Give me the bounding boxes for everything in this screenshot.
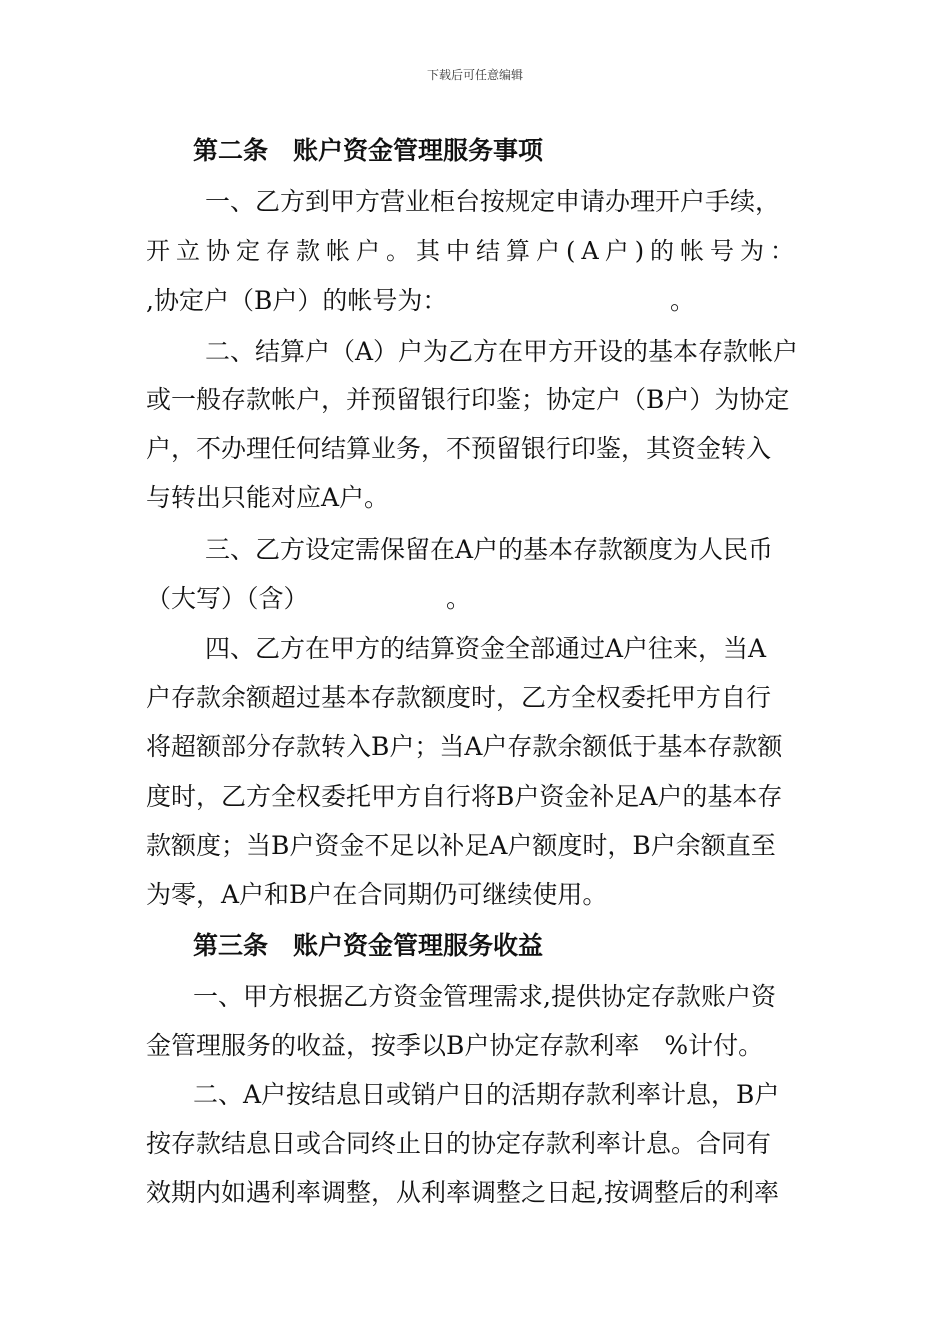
paragraph-line-end: 。 xyxy=(446,584,472,613)
paragraph-line: 按存款结息日或合同终止日的协定存款利率计息。合同有 xyxy=(146,1129,772,1158)
page-header-note: 下载后可任意编辑 xyxy=(426,68,523,82)
paragraph-line: 户，不办理任何结算业务，不预留银行印鉴，其资金转入 xyxy=(146,434,772,463)
paragraph-line: 金管理服务的收益，按季以B户协定存款利率 %计付。 xyxy=(146,1031,764,1060)
paragraph-line-end: 。 xyxy=(670,286,696,315)
paragraph-text: 开立协定存款帐户。其中结算户(A户)的帐号为： xyxy=(146,237,801,265)
paragraph-line: ,协定户（B户）的帐号为： xyxy=(146,286,448,315)
paragraph-line: 效期内如遇利率调整，从利率调整之日起,按调整后的利率 xyxy=(146,1178,779,1207)
paragraph-line: 三、乙方设定需保留在A户的基本存款额度为人民币 xyxy=(205,535,774,564)
paragraph-line: 款额度；当B户资金不足以补足A户额度时，B户余额直至 xyxy=(146,831,776,860)
paragraph-line: 二、A户按结息日或销户日的活期存款利率计息，B户 xyxy=(193,1080,780,1109)
paragraph-line: 将超额部分存款转入B户；当A户存款余额低于基本存款额 xyxy=(146,732,783,761)
paragraph-line: 户存款余额超过基本存款额度时，乙方全权委托甲方自行 xyxy=(146,683,772,712)
article-3-heading: 第三条 账户资金管理服务收益 xyxy=(193,931,544,960)
paragraph-line: 一、甲方根据乙方资金管理需求,提供协定存款账户资 xyxy=(193,982,776,1011)
paragraph-line: （大写）（含） xyxy=(146,584,309,613)
article-2-heading: 第二条 账户资金管理服务事项 xyxy=(193,136,544,165)
paragraph-line: 或一般存款帐户，并预留银行印鉴；协定户（B户）为协定 xyxy=(146,385,790,414)
paragraph-line: 二、结算户（A）户为乙方在甲方开设的基本存款帐户 xyxy=(205,337,799,366)
paragraph-line: 与转出只能对应A户。 xyxy=(146,483,390,512)
paragraph-line: 四、乙方在甲方的结算资金全部通过A户往来，当A xyxy=(205,634,767,663)
paragraph-line: 度时，乙方全权委托甲方自行将B户资金补足A户的基本存 xyxy=(146,782,783,811)
paragraph-line xyxy=(146,236,808,266)
paragraph-line: 为零，A户和B户在合同期仍可继续使用。 xyxy=(146,880,608,909)
paragraph-line: 一、乙方到甲方营业柜台按规定申请办理开户手续， xyxy=(205,187,781,216)
